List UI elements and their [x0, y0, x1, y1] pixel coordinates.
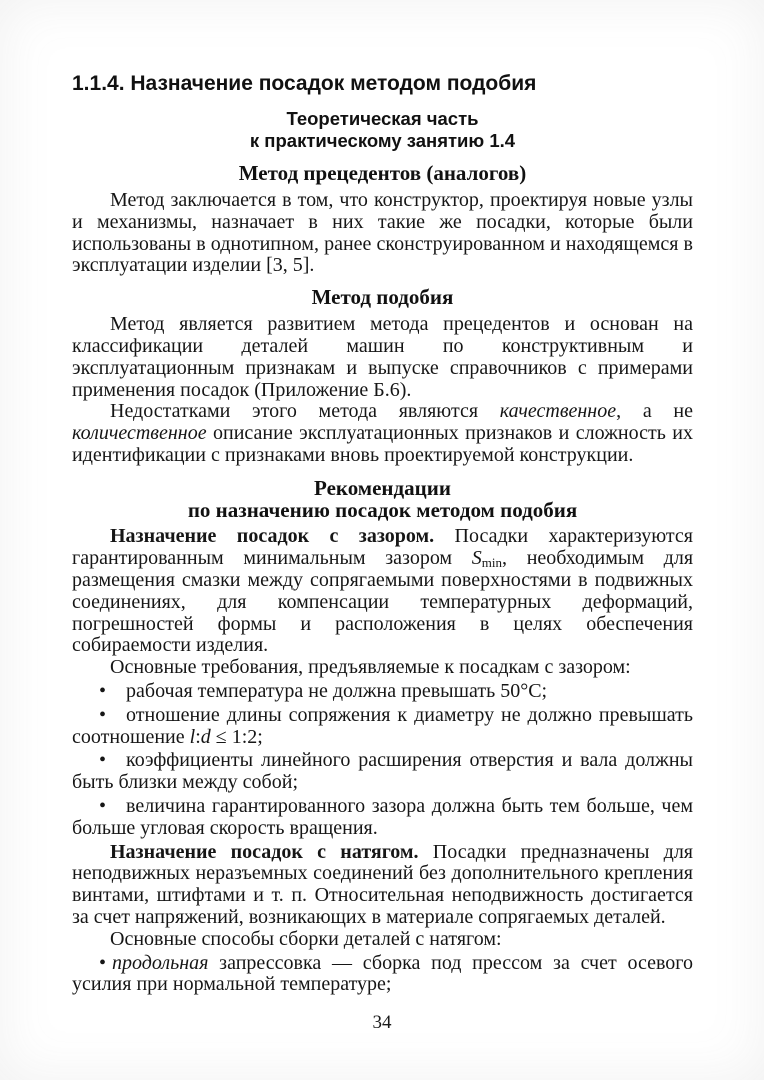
bullet-text: рабочая температура не должна превышать 50°С; — [126, 679, 548, 702]
heading-recommendations-line-2: по назначению посадок методом подобия — [187, 497, 578, 522]
text-run: , необходимым для размещения смазки между сопрягаемыми поверхностями в подвижных соединениях, для компенсации температурных деформаций, погрешностей формы и расположения в целях обеспечения собираемости изделия. — [72, 547, 694, 657]
smin-symbol: S — [471, 547, 482, 570]
section-heading: 1.1.4. Назначение посадок методом подобия — [72, 72, 537, 95]
text-block — [72, 72, 693, 996]
text-run: описание эксплуатационных признаков и сложность их идентификации с признаками вновь проектируемой конструкции. — [72, 422, 693, 466]
l-symbol: l — [189, 725, 196, 748]
bullet-marker-icon: • — [99, 703, 107, 726]
italic-term-quantitative: количественное — [72, 422, 207, 445]
bullet-marker-icon: • — [99, 749, 107, 772]
subtitle-line-2: к практическому занятию 1.4 — [249, 129, 516, 151]
bullet-item-guaranteed-clearance — [72, 796, 693, 840]
text-run: Посадки характеризуются гарантированным минимальным зазором — [72, 525, 693, 570]
bullet-text: коэффициенты линейного расширения отверстия и вала должны быть близки между собой; — [72, 749, 693, 794]
bullet-marker-icon: • — [99, 951, 107, 974]
paragraph-similarity-1: Метод является развитием метода прецедентов и основан на классификации деталей машин по конструктивным и эксплуатационным признакам и выпуске справочников с примерами применения посадок (Приложение Б.6). — [72, 313, 693, 401]
subtitle-line-1: Теоретическая часть — [286, 108, 479, 129]
bullet-text: ≤ 1:2; — [210, 725, 263, 748]
heading-recommendations — [72, 475, 693, 522]
paragraph-clearance-fits — [72, 526, 693, 657]
subtitle — [72, 108, 693, 151]
bullet-item-expansion-coefficients — [72, 750, 693, 794]
paragraph-precedents: Метод заключается в том, что конструктор, проектируя новые узлы и механизмы, назначает в них такие же посадки, которые были использованы в однотипном, ранее сконструированном и находящемся в эксплуатации изделии [3, 5]. — [72, 189, 693, 277]
bullet-marker-icon: • — [99, 794, 107, 817]
paragraph-assembly-methods-intro: Основные способы сборки деталей с натягом: — [110, 927, 502, 950]
paragraph-interference-fits — [72, 842, 693, 929]
colon-separator: : — [195, 725, 201, 748]
bullet-marker-icon: • — [99, 679, 107, 702]
bullet-text: запрессовка — сборка под прессом за счет осевого усилия при нормальной температуре; — [72, 951, 693, 996]
text-run: Посадки предназначены для неподвижных неразъемных соединений без дополнительного крепления винтами, штифтами и т. п. Относительная неподвижность достигается за счет напряжений, возникающих в материале сопрягаемых деталей. — [72, 840, 693, 928]
lead-interference-fits: Назначение посадок с натягом. — [110, 840, 419, 863]
paragraph-similarity-2 — [72, 401, 693, 466]
heading-similarity-method: Метод подобия — [311, 285, 454, 310]
bullet-item-length-diameter-ratio — [72, 705, 693, 749]
bullet-item-longitudinal-pressing — [72, 953, 693, 997]
lead-clearance-fits: Назначение посадок с зазором. — [110, 525, 435, 548]
bullet-item-temperature — [72, 681, 693, 703]
bullet-text: величина гарантированного зазора должна быть тем больше, чем больше угловая скорость вращения. — [72, 794, 693, 839]
page-number: 34 — [372, 1012, 392, 1033]
smin-subscript: min — [481, 555, 503, 571]
heading-recommendations-line-1: Рекомендации — [314, 475, 451, 500]
bullet-text: отношение длины сопряжения к диаметру не должно превышать соотношение — [72, 703, 693, 748]
text-run: , а не — [616, 400, 693, 423]
text-run: Недостатками этого метода являются — [110, 400, 500, 423]
italic-term-longitudinal: продольная — [112, 951, 209, 974]
heading-precedents-method: Метод прецедентов (аналогов) — [238, 161, 527, 185]
d-symbol: d — [200, 725, 211, 748]
paragraph-clearance-requirements-intro: Основные требования, предъявляемые к посадкам с зазором: — [110, 656, 631, 679]
italic-term-qualitative: качественное — [499, 400, 617, 423]
